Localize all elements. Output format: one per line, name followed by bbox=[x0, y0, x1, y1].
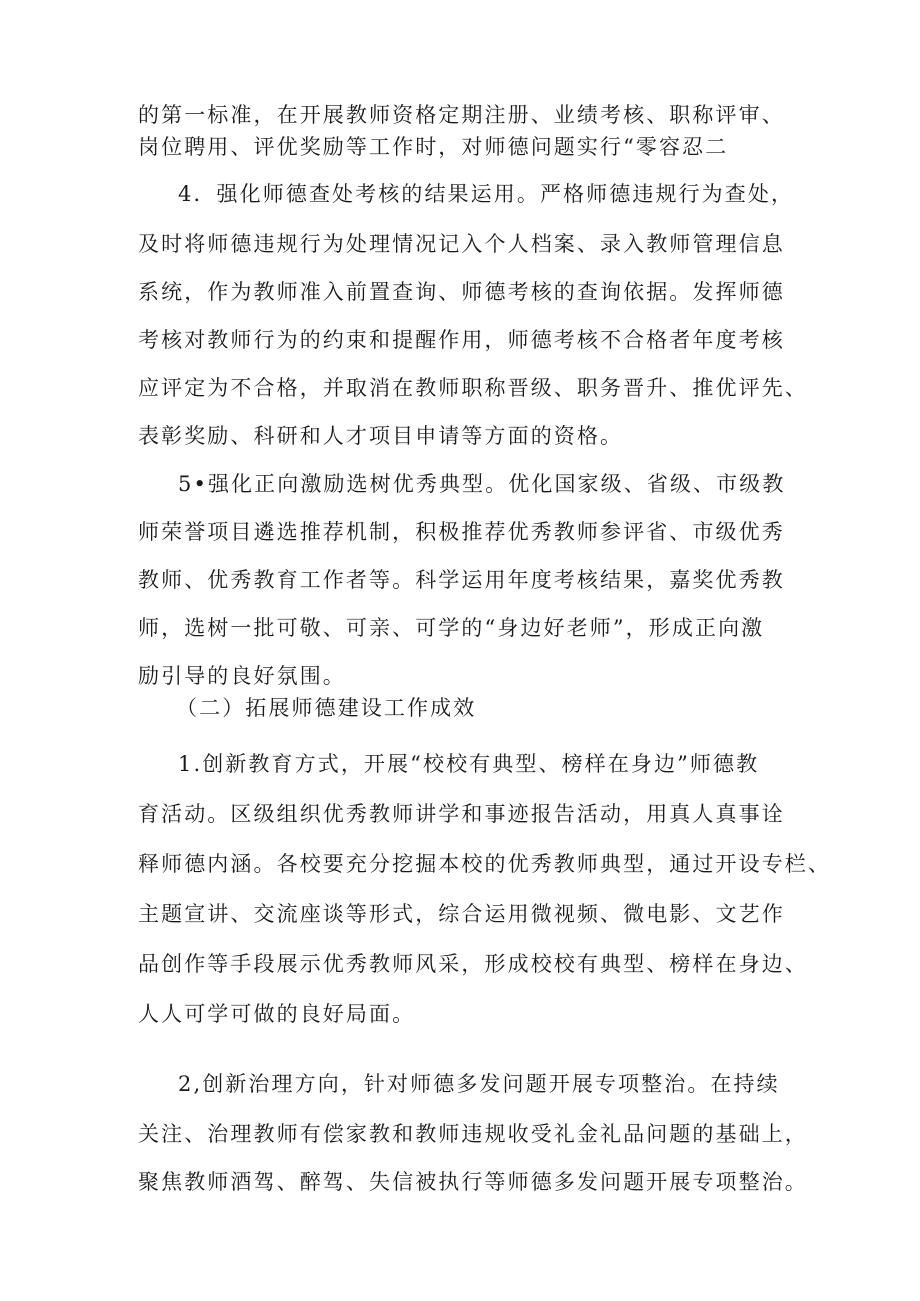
paragraph-line: 聚焦教师酒驾、醉驾、失信被执行等师德多发问题开展专项整治。 bbox=[138, 1170, 808, 1194]
paragraph-line: 品创作等手段展示优秀教师风采，形成校校有典型、榜样在身边、 bbox=[138, 952, 808, 976]
paragraph-line: 应评定为不合格，并取消在教师职称晋级、职务晋升、推优评先、 bbox=[138, 376, 808, 400]
paragraph-line: 表彰奖励、科研和人才项目申请等方面的资格。 bbox=[138, 424, 624, 448]
paragraph-line: 5•强化正向激励选树优秀典型。优化国家级、省级、市级教 bbox=[178, 472, 786, 496]
paragraph-line: 释师德内涵。各校要充分挖掘本校的优秀教师典型，通过开设专栏、 bbox=[138, 852, 831, 876]
paragraph-line: 及时将师德违规行为处理情况记入个人档案、录入教师管理信息 bbox=[138, 232, 785, 256]
paragraph-line: 人人可学可做的良好局面。 bbox=[138, 1002, 416, 1026]
paragraph-line: 师，选树一批可敬、可亲、可学的“身边好老师”，形成正向激 bbox=[138, 616, 765, 640]
paragraph-line: 2,创新治理方向，针对师德多发问题开展专项整治。在持续 bbox=[178, 1072, 780, 1096]
paragraph-line: 主题宣讲、交流座谈等形式，综合运用微视频、微电影、文艺作 bbox=[138, 902, 785, 926]
paragraph-line: 岗位聘用、评优奖励等工作时，对师德问题实行“零容忍二 bbox=[138, 135, 729, 159]
paragraph-line: 关注、治理教师有偿家教和教师违规收受礼金礼品问题的基础上， bbox=[138, 1122, 808, 1146]
paragraph-line: 考核对教师行为的约束和提醒作用，师德考核不合格者年度考核 bbox=[138, 328, 785, 352]
paragraph-line: 育活动。区级组织优秀教师讲学和事迹报告活动，用真人真事诠 bbox=[138, 802, 785, 826]
paragraph-line: 1.创新教育方式，开展“校校有典型、榜样在身边”师德教 bbox=[178, 752, 760, 776]
paragraph-line: 的第一标准，在开展教师资格定期注册、业绩考核、职称评审、 bbox=[138, 103, 785, 127]
paragraph-line: 4．强化师德查处考核的结果运用。严格师德违规行为查处， bbox=[178, 182, 795, 206]
paragraph-line: 师荣誉项目遴选推荐机制，积极推荐优秀教师参评省、市级优秀 bbox=[138, 520, 785, 544]
paragraph-line: 教师、优秀教育工作者等。科学运用年度考核结果，嘉奖优秀教 bbox=[138, 568, 785, 592]
paragraph-line: 励引导的良好氛围。 bbox=[138, 664, 346, 688]
section-heading: （二）拓展师德建设工作成效 bbox=[176, 696, 477, 720]
paragraph-line: 系统，作为教师准入前置查询、师德考核的查询依据。发挥师德 bbox=[138, 280, 785, 304]
